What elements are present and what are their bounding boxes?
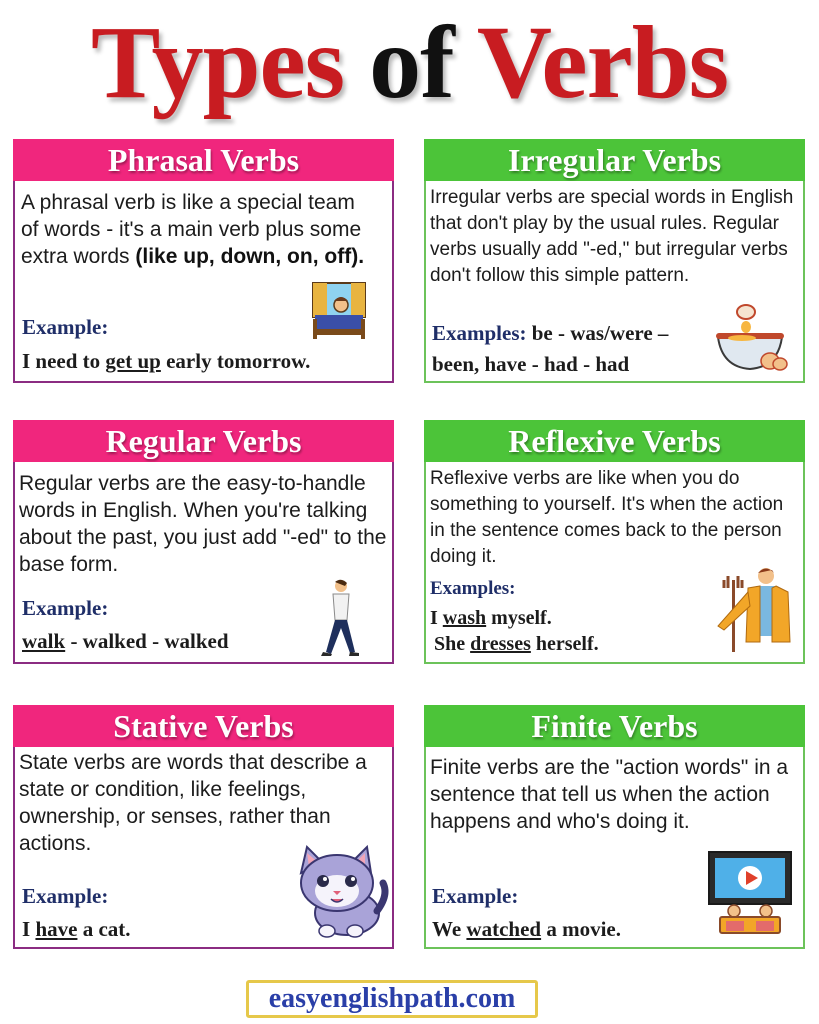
card-heading: Irregular Verbs <box>424 139 805 181</box>
cinema-screen-icon <box>706 849 794 937</box>
particle-list: (like up, down, on, off). <box>135 245 365 268</box>
person-dressing-icon <box>710 566 796 656</box>
card-description: State verbs are words that describe a state or condition, like feelings, ownership, or senses, rather than actions. <box>19 751 367 855</box>
example-sentence-2: She dresses herself. <box>434 633 599 655</box>
card-description: Irregular verbs are special words in English that don't play by the usual rules. Regular verbs usually add "-ed," but irregular verbs don't follow this simple pattern. <box>430 187 794 286</box>
example-verb: wash <box>442 607 487 629</box>
example-line-1: Examples: be - was/were – <box>432 321 669 345</box>
example-sentence: We watched a movie. <box>432 917 621 941</box>
irregular-verbs-card <box>424 139 805 383</box>
title-word-of: of <box>369 5 454 120</box>
example-verb: watched <box>466 917 542 941</box>
example-sentence: I need to get up early tomorrow. <box>22 349 311 373</box>
example-line-2: been, have - had - had <box>432 352 630 376</box>
title-word-verbs: Verbs <box>476 5 729 120</box>
example-label: Example: <box>22 596 109 620</box>
card-description: A phrasal verb is like a special team of words - it's a main verb plus some extra words (like up, down, on, off). <box>21 191 365 268</box>
example-sentence-1: I wash myself. <box>430 607 552 629</box>
card-heading: Finite Verbs <box>424 705 805 747</box>
phrasal-verbs-card <box>13 139 394 383</box>
website-link[interactable]: easyenglishpath.com <box>246 980 538 1018</box>
example-label: Examples: <box>432 321 527 345</box>
card-description: Regular verbs are the easy-to-handle words in English. When you're talking about the past, you just add "-ed" to the base form. <box>19 472 387 576</box>
eggs-bowl-icon <box>712 301 788 375</box>
bed-wakeup-icon <box>309 279 369 341</box>
card-heading: Regular Verbs <box>13 420 394 462</box>
example-label: Example: <box>22 884 109 908</box>
example-sentence: walk - walked - walked <box>22 629 229 653</box>
example-verb: walk <box>22 629 66 653</box>
example-verb: have <box>35 917 78 941</box>
example-verb: dresses <box>470 633 531 655</box>
example-label: Examples: <box>430 578 516 599</box>
card-heading: Reflexive Verbs <box>424 420 805 462</box>
example-sentence: I have a cat. <box>22 917 131 941</box>
card-heading: Phrasal Verbs <box>13 139 394 181</box>
card-description: Reflexive verbs are like when you do something to yourself. It's when the action in the sentence comes back to the person doing it. <box>430 468 784 567</box>
example-label: Example: <box>432 884 519 908</box>
stative-verbs-card <box>13 705 394 949</box>
page-title <box>0 4 819 124</box>
cat-icon <box>293 843 389 941</box>
walking-man-icon <box>315 578 363 658</box>
reflexive-verbs-card <box>424 420 805 664</box>
title-word-types: Types <box>90 5 345 120</box>
regular-verbs-card <box>13 420 394 664</box>
card-heading: Stative Verbs <box>13 705 394 747</box>
finite-verbs-card <box>424 705 805 949</box>
example-verb: get up <box>105 349 161 373</box>
example-label: Example: <box>22 315 109 339</box>
card-description: Finite verbs are the "action words" in a sentence that tell us when the action happens and who's doing it. <box>430 756 789 833</box>
